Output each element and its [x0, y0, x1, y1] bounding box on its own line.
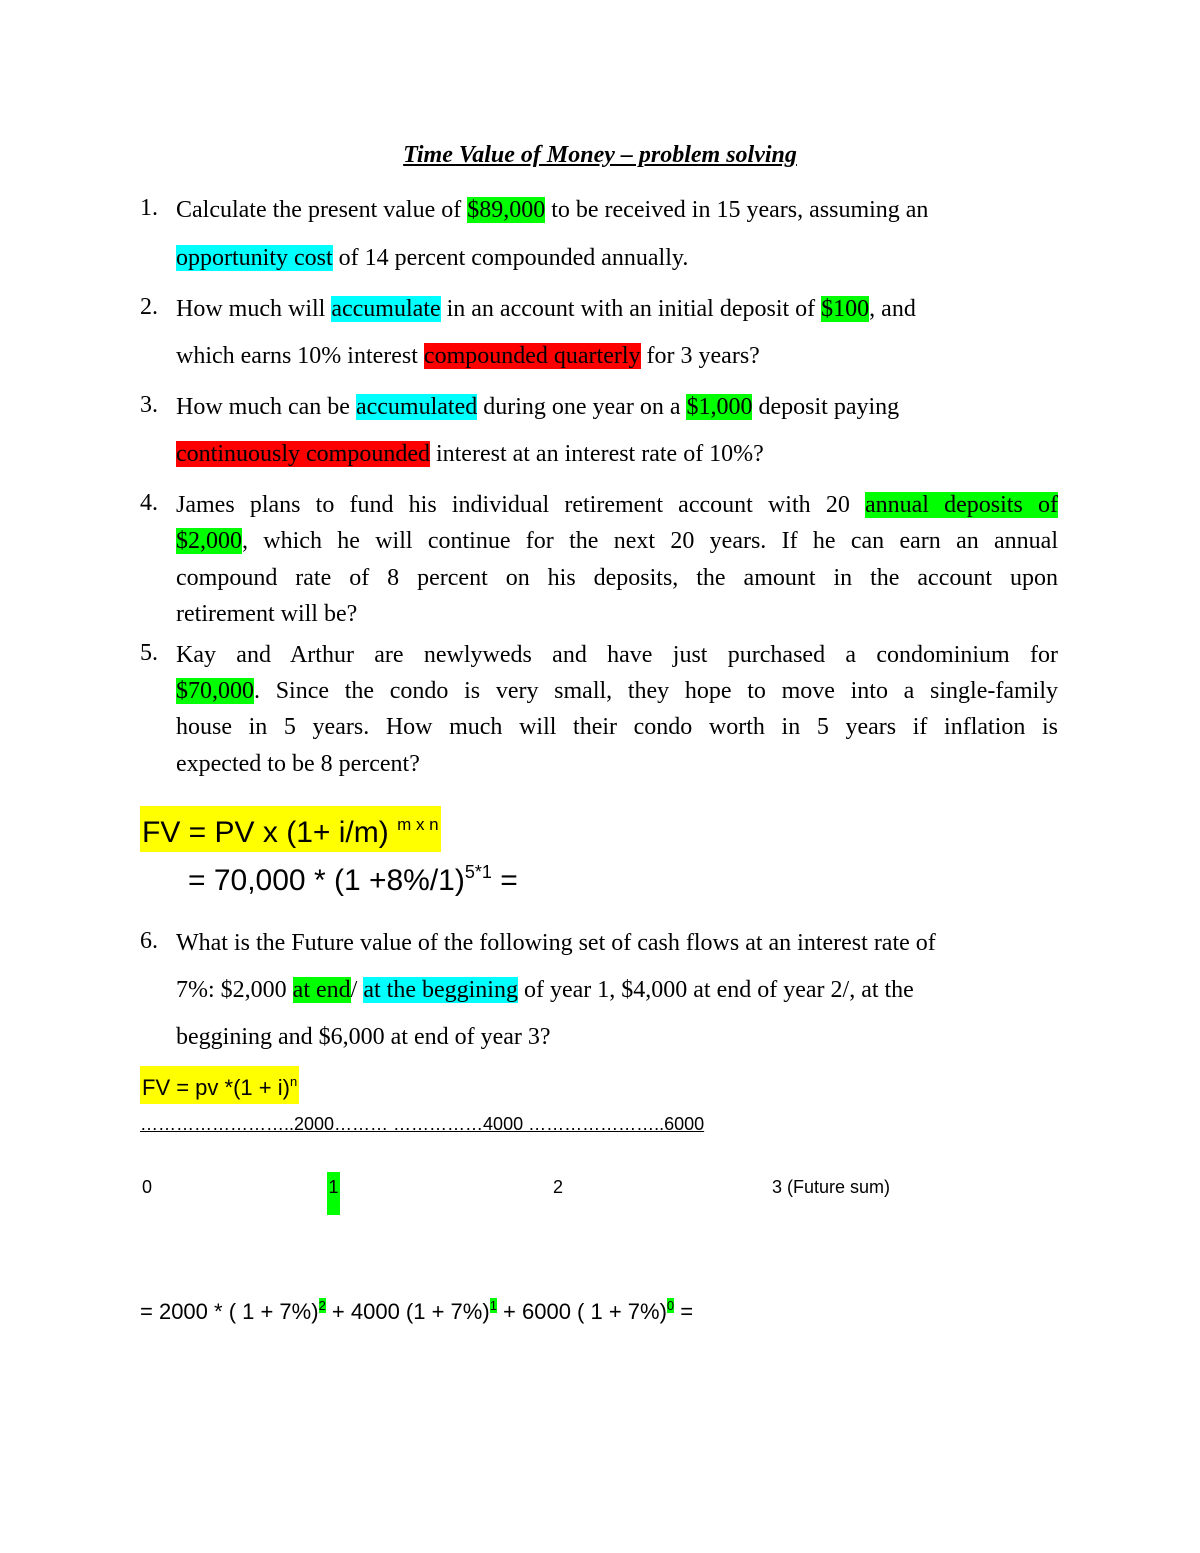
question-5-line-2 [176, 676, 1058, 706]
timeline-label-2: 2 [553, 1177, 564, 1197]
highlight-at-beginning: at the beggining [363, 977, 518, 1003]
text: of 14 percent compounded annually. [332, 245, 689, 271]
question-1-line-2 [176, 243, 688, 273]
text: deposit paying [752, 394, 900, 420]
question-6-line-1: What is the Future value of the following set of cash flows at an interest rate of [176, 930, 936, 956]
highlight-amount: $89,000 [467, 197, 546, 223]
text: to be received in 15 years, assuming an [545, 197, 929, 223]
question-4-line-3: compound rate of 8 percent on his deposits, the amount in the account upon [176, 565, 1058, 591]
question-6-line-3: beggining and $6,000 at end of year 3? [176, 1024, 551, 1050]
highlight-compounding: compounded quarterly [423, 343, 641, 369]
eq-part: = [674, 1299, 694, 1324]
text: in an account with an initial deposit of [440, 296, 822, 322]
text: , which he will continue for the next 20 years. If he can earn an annual [242, 528, 1058, 554]
future-value-formula [140, 806, 441, 852]
formula-exponent: n [289, 1074, 298, 1089]
text: which earns 10% interest [176, 343, 424, 369]
text: during one year on a [477, 394, 687, 420]
question-5-line-1: Kay and Arthur are newlyweds and have just purchased a condominium for [176, 642, 1058, 668]
text: . Since the condo is very small, they hope to move into a single-family [254, 678, 1058, 704]
highlight-term: accumulated [355, 394, 478, 420]
text: of year 1, $4,000 at end of year 2/, at the [517, 977, 914, 1003]
question-3-line-2 [176, 439, 764, 469]
text: How much can be [176, 394, 356, 420]
text: for 3 years? [640, 343, 760, 369]
fv-compound-formula [140, 1066, 299, 1104]
text: How much will [176, 296, 332, 322]
exponent-0: 0 [666, 1298, 675, 1313]
eq-part: = 2000 * ( 1 + 7%) [140, 1299, 319, 1324]
question-6-number: 6. [140, 928, 158, 954]
final-equation [140, 1298, 693, 1325]
question-2-number: 2. [140, 294, 158, 320]
cash-flow-timeline: ……………………..2000……… ……………4000 …………………..6000 [140, 1114, 705, 1134]
highlight-at-end: at end [292, 977, 351, 1003]
eq-part: + 4000 (1 + 7%) [325, 1299, 490, 1324]
question-4-line-2 [176, 526, 1058, 556]
exponent-2: 2 [318, 1298, 326, 1313]
future-value-calculation [188, 862, 518, 898]
question-4-number: 4. [140, 490, 158, 516]
timeline-label-3: 3 (Future sum) [772, 1177, 891, 1197]
text: 7%: $2,000 [176, 977, 293, 1003]
question-3-line-1 [176, 392, 899, 422]
timeline-label-1: 1 [328, 1177, 339, 1197]
highlight-compounding: continuously compounded [176, 441, 430, 467]
text: interest at an interest rate of 10%? [429, 441, 764, 467]
question-4-line-1 [176, 490, 1058, 520]
highlight-amount: $1,000 [686, 394, 753, 420]
highlight-amount: $100 [821, 296, 870, 322]
formula-text: FV = pv *(1 + i) [142, 1075, 290, 1100]
question-5-number: 5. [140, 640, 158, 666]
calc-exponent: 5*1 [464, 862, 492, 882]
highlight-amount: $2,000 [176, 528, 242, 554]
formula-text: FV = PV x (1+ i/m) [142, 816, 398, 849]
question-6-line-2 [176, 975, 914, 1005]
eq-part: + 6000 ( 1 + 7%) [496, 1299, 667, 1324]
page-title: Time Value of Money – problem solving [403, 142, 797, 168]
calc-text: = 70,000 * (1 +8%/1) [188, 864, 465, 897]
text: , and [869, 296, 916, 322]
timeline-label-0: 0 [142, 1177, 153, 1197]
timeline-label-1-highlight [327, 1172, 340, 1215]
formula-exponent: m x n [397, 815, 439, 834]
highlight-term: opportunity cost [176, 245, 333, 271]
exponent-1: 1 [489, 1298, 497, 1313]
question-4-line-4: retirement will be? [176, 601, 358, 627]
question-5-line-3: house in 5 years. How much will their condo worth in 5 years if inflation is [176, 714, 1058, 740]
text: Calculate the present value of [176, 197, 468, 223]
highlight-deposits: annual deposits of [865, 492, 1058, 518]
question-2-line-1 [176, 294, 916, 324]
question-5-line-4: expected to be 8 percent? [176, 751, 420, 777]
text: James plans to fund his individual retirement account with 20 [176, 492, 865, 518]
calc-end: = [491, 864, 518, 897]
question-2-line-2 [176, 341, 760, 371]
question-3-number: 3. [140, 392, 158, 418]
highlight-amount: $70,000 [176, 678, 254, 704]
question-1-line-1 [176, 195, 928, 225]
text: / [350, 977, 364, 1003]
question-1-number: 1. [140, 195, 158, 221]
highlight-term: accumulate [331, 296, 441, 322]
